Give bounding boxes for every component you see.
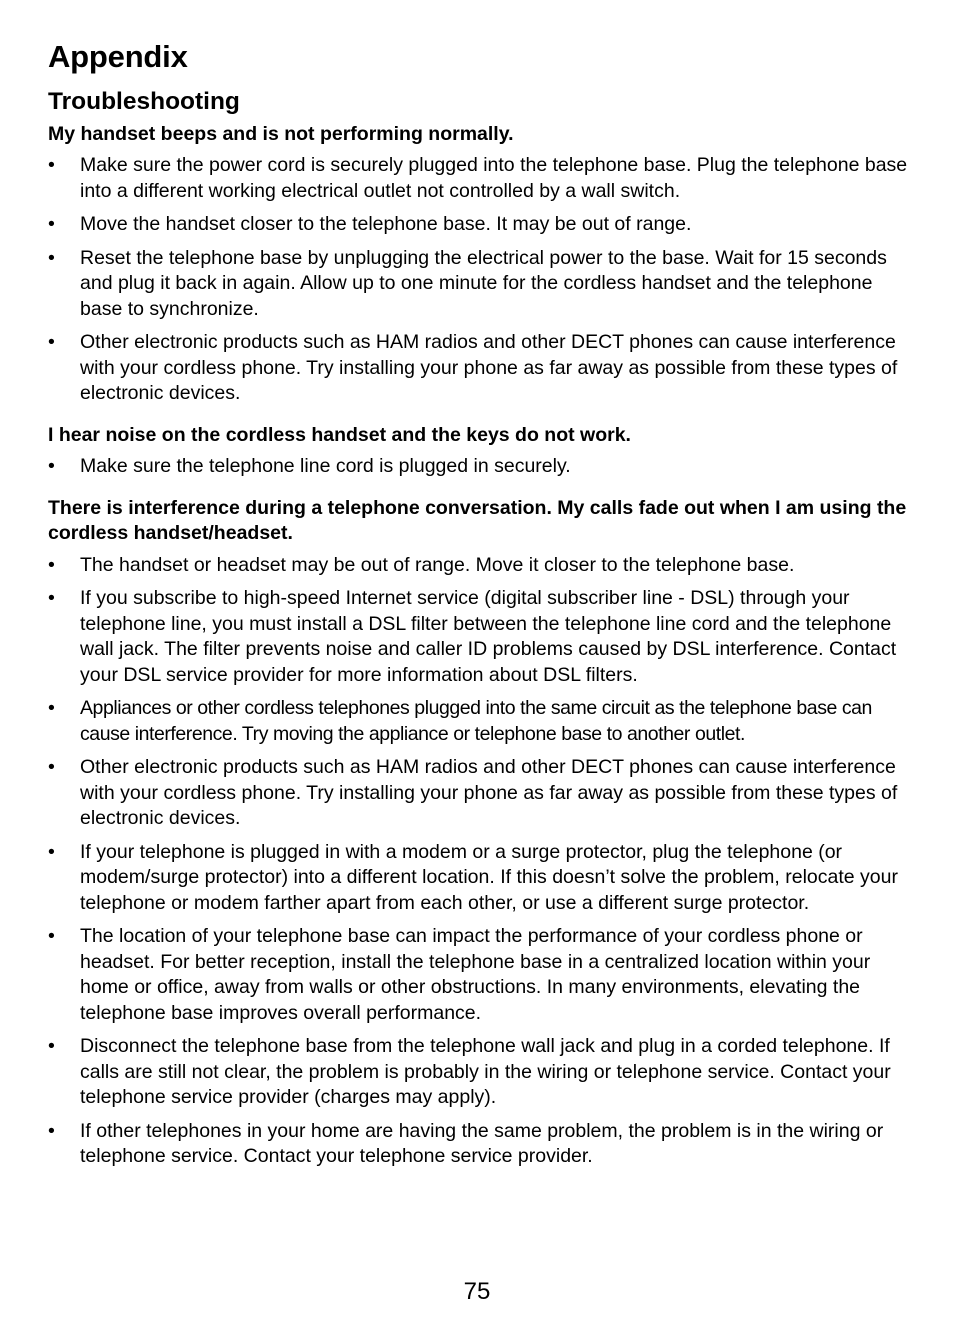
bullet-icon: • bbox=[48, 553, 55, 576]
solution-list bbox=[48, 553, 908, 1170]
solution-item bbox=[48, 586, 908, 688]
page-number: 75 bbox=[463, 1278, 491, 1305]
bullet-icon: • bbox=[48, 697, 55, 720]
troubleshooting-issue bbox=[48, 423, 908, 480]
troubleshooting-issue bbox=[48, 496, 908, 1170]
bullet-icon: • bbox=[48, 246, 55, 269]
solution-text: Make sure the telephone line cord is plugged in securely. bbox=[80, 455, 571, 478]
bullet-icon: • bbox=[48, 1119, 55, 1142]
bullet-icon: • bbox=[48, 925, 55, 948]
bullet-icon: • bbox=[48, 455, 55, 478]
solution-item bbox=[48, 246, 908, 323]
solution-text: If other telephones in your home are having the same problem, the problem is in the wiring or telephone service. Contact your telephone service provider. bbox=[80, 1119, 884, 1168]
solution-item bbox=[48, 454, 908, 480]
solution-item bbox=[48, 330, 908, 407]
solution-item bbox=[48, 153, 908, 204]
solution-item bbox=[48, 840, 908, 917]
document-page bbox=[48, 38, 908, 1186]
section-title: Troubleshooting bbox=[48, 88, 240, 116]
bullet-icon: • bbox=[48, 213, 55, 236]
solution-text: If you subscribe to high-speed Internet service (digital subscriber line - DSL) through your telephone line, you must install a DSL filter between the telephone line cord and the telephone wall jack. The filter prevents noise and caller ID problems caused by DSL interference. Contact your DSL service provider for more information about DSL filters. bbox=[80, 587, 897, 686]
bullet-icon: • bbox=[48, 1035, 55, 1058]
solution-list bbox=[48, 153, 908, 407]
solution-text: Move the handset closer to the telephone base. It may be out of range. bbox=[80, 213, 692, 236]
solution-item bbox=[48, 924, 908, 1026]
solution-text: Appliances or other cordless telephones plugged into the same circuit as the telephone base can cause interference. Try moving the appliance or telephone base to another outlet. bbox=[80, 697, 872, 745]
issue-question: I hear noise on the cordless handset and the keys do not work. bbox=[48, 423, 631, 446]
solution-text: Other electronic products such as HAM radios and other DECT phones can cause interference with your cordless phone. Try installing your phone as far away as possible from these types of electronic devices. bbox=[80, 756, 898, 830]
bullet-icon: • bbox=[48, 587, 55, 610]
issue-question: My handset beeps and is not performing normally. bbox=[48, 122, 514, 145]
solution-text: If your telephone is plugged in with a modem or a surge protector, plug the telephone (or modem/surge protector) into a different location. If this doesn’t solve the problem, relocate your telephone or modem farther apart from each other, or use a different surge protector. bbox=[80, 840, 898, 914]
bullet-icon: • bbox=[48, 840, 55, 863]
solution-text: Make sure the power cord is securely plugged into the telephone base. Plug the telephone base into a different working electrical outlet not controlled by a wall switch. bbox=[80, 154, 908, 202]
solution-item bbox=[48, 755, 908, 832]
solution-item bbox=[48, 696, 908, 747]
solution-text: Other electronic products such as HAM radios and other DECT phones can cause interference with your cordless phone. Try installing your phone as far away as possible from these types of electronic devices. bbox=[80, 331, 898, 405]
chapter-title: Appendix bbox=[48, 39, 188, 74]
solution-item bbox=[48, 1034, 908, 1111]
troubleshooting-issue bbox=[48, 122, 908, 407]
solution-text: Disconnect the telephone base from the telephone wall jack and plug in a corded telephone. If calls are still not clear, the problem is probably in the wiring or telephone service. Contact your telephone service provider (charges may apply). bbox=[80, 1035, 891, 1109]
solution-item bbox=[48, 212, 908, 238]
solution-item bbox=[48, 1119, 908, 1170]
solution-text: The handset or headset may be out of range. Move it closer to the telephone base. bbox=[80, 553, 795, 576]
solution-item bbox=[48, 553, 908, 579]
solution-text: Reset the telephone base by unplugging the electrical power to the base. Wait for 15 seconds and plug it back in again. Allow up to one minute for the cordless handset and the telephone base to synchronize. bbox=[80, 246, 887, 320]
bullet-icon: • bbox=[48, 331, 55, 354]
bullet-icon: • bbox=[48, 154, 55, 177]
issue-question: There is interference during a telephone conversation. My calls fade out when I am using the cordless handset/headset. bbox=[48, 496, 907, 545]
solution-text: The location of your telephone base can impact the performance of your cordless phone or headset. For better reception, install the telephone base in a centralized location within your home or office, away from walls or other obstructions. In many environments, elevating the telephone base improves overall performance. bbox=[80, 925, 871, 1024]
solution-list bbox=[48, 454, 908, 480]
bullet-icon: • bbox=[48, 756, 55, 779]
